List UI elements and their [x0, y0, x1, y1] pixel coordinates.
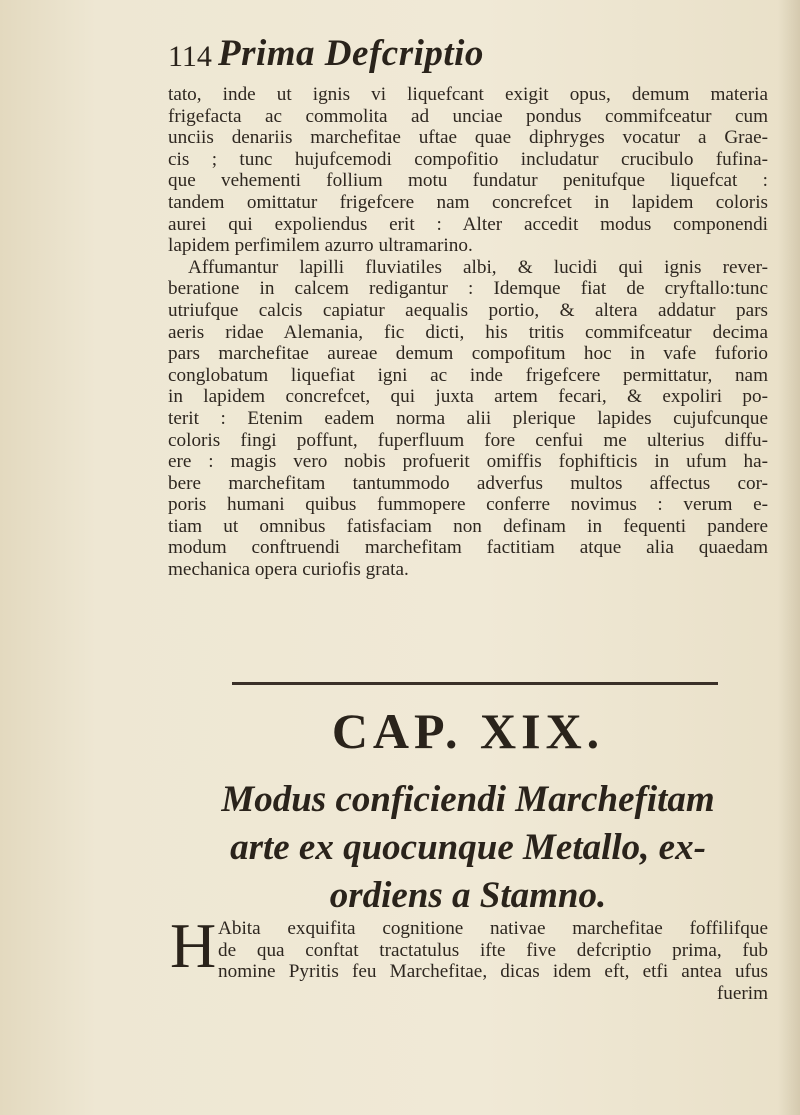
- chapter-title-line: arte ex quocunque Metallo, ex-: [230, 827, 706, 868]
- text-line: Abita exquifita cognitione nativae marchefitae foffilifque: [218, 918, 768, 939]
- chapter-heading: CAP. XIX.: [331, 703, 605, 759]
- text-line: coloris fingi poffunt, fuperfluum fore cenfui me ulterius diffu-: [168, 429, 768, 451]
- page-header: [168, 32, 768, 76]
- page-number: 114: [168, 40, 212, 73]
- text-line: utriufque calcis capiatur aequalis portio, & altera addatur pars: [168, 299, 768, 321]
- text-line: beratione in calcem redigantur : Idemque fiat de cryftallo:tunc: [168, 278, 768, 300]
- running-title: Prima Defcriptio: [218, 33, 484, 74]
- text-line: tandem omittatur frigefcere nam concrefcet in lapidem coloris: [168, 191, 768, 213]
- text-line: in lapidem concrefcet, qui juxta artem fecari, & expoliri po-: [168, 386, 768, 408]
- text-line: tiam ut omnibus fatisfaciam non definam in fequenti pandere: [168, 515, 768, 537]
- page-edge-shadow: [778, 0, 800, 1115]
- text-line: poris humani quibus fummopere conferre novimus : verum e-: [168, 494, 768, 516]
- chapter-body-text: [218, 918, 768, 1004]
- text-line: bere marchefitam tantummodo adverfus multos affectus cor-: [168, 472, 768, 494]
- text-line: frigefacta ac commolita ad unciae pondus commifceatur cum: [168, 105, 768, 127]
- text-line: pars marchefitae aureae demum compofitum hoc in vafe fuforio: [168, 343, 768, 365]
- text-line: aurei qui expoliendus erit : Alter accedit modus componendi: [168, 213, 768, 235]
- text-line: lapidem perfimilem azurro ultramarino.: [168, 235, 473, 257]
- text-line: de qua conftat tractatulus ifte five defcriptio prima, fub: [218, 939, 768, 961]
- chapter-title-line: ordiens a Stamno.: [329, 875, 607, 916]
- text-line: que vehementi follium motu fundatur penitufque liquefcat :: [168, 170, 768, 192]
- body-text: [168, 84, 768, 581]
- text-line: tato, inde ut ignis vi liquefcant exigit opus, demum materia: [168, 84, 768, 105]
- catchword: fuerim: [716, 982, 768, 1004]
- text-line: ere : magis vero nobis profuerit omiffis fophifticis in ufum ha-: [168, 451, 768, 473]
- text-line: modum conftruendi marchefitam factitiam atque alia quaedam: [168, 537, 768, 559]
- text-line: nomine Pyritis feu Marchefitae, dicas idem eft, etfi antea ufus: [218, 961, 768, 983]
- text-line: cis ; tunc hujufcemodi compofitio includatur crucibulo fufina-: [168, 148, 768, 170]
- text-line: conglobatum liquefiat igni ac inde frigefcere permittatur, nam: [168, 364, 768, 386]
- chapter-title: [168, 776, 768, 920]
- text-line: terit : Etenim eadem norma alii plerique lapides cujufcunque: [168, 407, 768, 429]
- text-line: mechanica opera curiofis grata.: [168, 559, 409, 581]
- chapter-title-line: Modus conficiendi Marchefitam: [221, 779, 715, 820]
- text-line: unciis denariis marchefitae uftae quae diphryges vocatur a Grae-: [168, 127, 768, 149]
- section-divider: [232, 682, 718, 685]
- text-line: Affumantur lapilli fluviatiles albi, & lucidi qui ignis rever-: [188, 256, 768, 278]
- text-line: aeris ridae Alemania, fic dicti, his tritis commifceatur decima: [168, 321, 768, 343]
- drop-cap: H: [170, 910, 217, 981]
